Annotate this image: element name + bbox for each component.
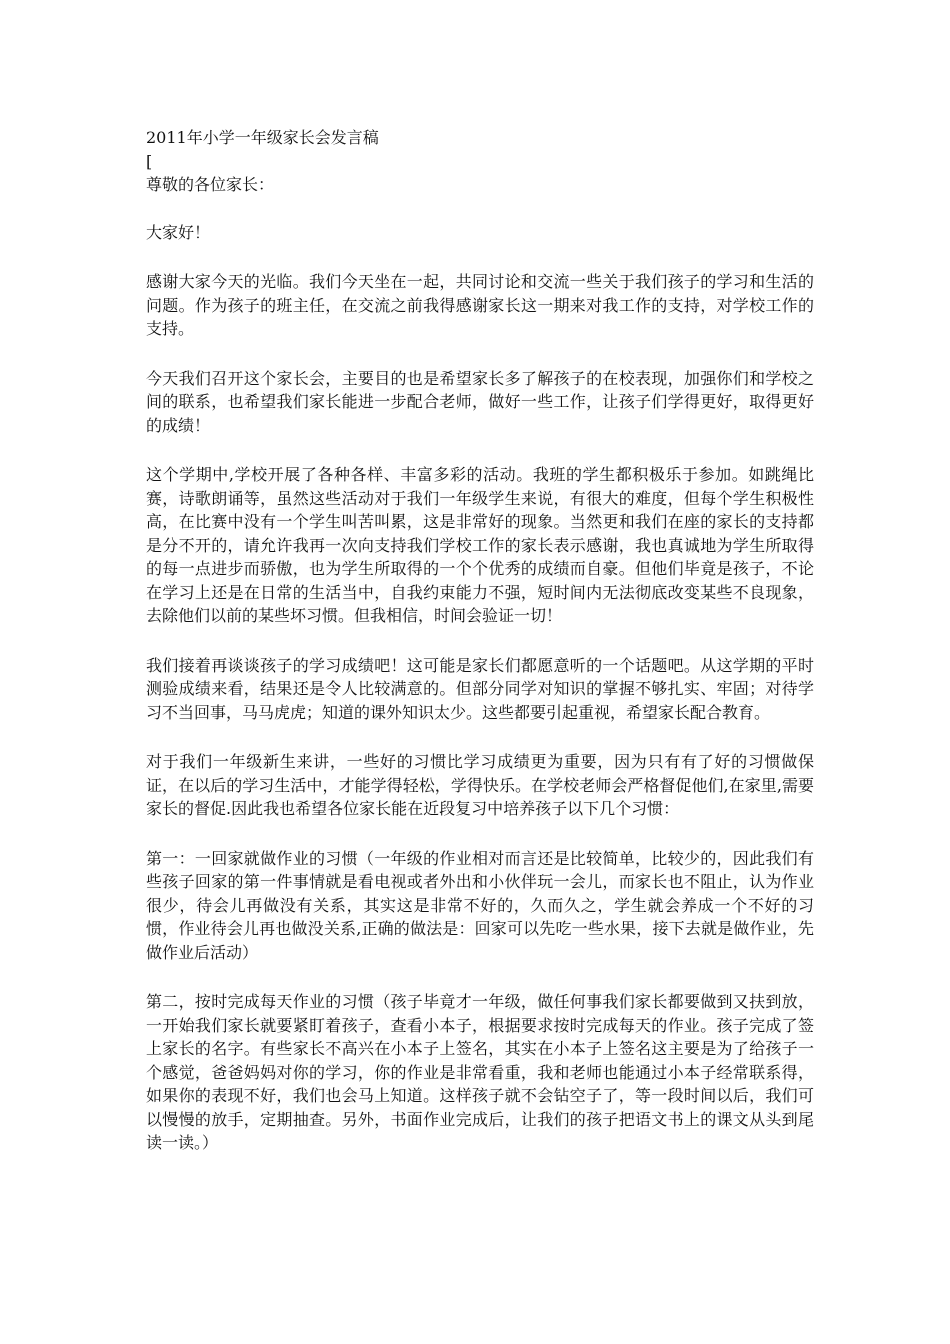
paragraph-thanks: 感谢大家今天的光临。我们今天坐在一起，共同讨论和交流一些关于我们孩子的学习和生活的问题。作为孩子的班主任，在交流之前我得感谢家长这一期来对我工作的支持，对学校工作的支持。: [146, 272, 814, 338]
spacer: [146, 821, 814, 847]
paragraph-habit-two: 第二，按时完成每天作业的习惯（孩子毕竟才一年级，做任何事我们家长都要做到又扶到放，一开始我们家长就要紧盯着孩子，查看小本子，根据要求按时完成每天的作业。孩子完成了签上家长的名字。有些家长不高兴在小本子上签名，其实在小本子上签名这主要是为了给孩子一个感觉，爸爸妈妈对你的学习，你的作业是非常看重，我和老师也能通过小本子经常联系得，如果你的表现不好，我们也会马上知道。这样孩子就不会钻空子了，等一段时间以后，我们可以慢慢的放手，定期抽查。另外，书面作业完成后，让我们的孩子把语文书上的课文从头到尾读一读。）: [146, 992, 814, 1152]
paragraph-habits: 对于我们一年级新生来讲，一些好的习惯比学习成绩更为重要，因为只有有了好的习惯做保证，在以后的学习生活中，才能学得轻松，学得快乐。在学校老师会严格督促他们,在家里,需要家长的督促.因此我也希望各位家长能在近段复习中培养孩子以下几个习惯：: [146, 752, 814, 818]
spacer: [146, 244, 814, 270]
greeting: 大家好！: [146, 222, 211, 242]
spacer: [146, 964, 814, 990]
paragraph-meeting-purpose: 今天我们召开这个家长会，主要目的也是希望家长多了解孩子的在校表现，加强你们和学校之间的联系，也希望我们家长能进一步配合老师，做好一些工作，让孩子们学得更好，取得更好的成绩！: [146, 368, 814, 435]
salutation: 尊敬的各位家长：: [146, 175, 275, 194]
spacer: [146, 628, 814, 654]
document-page: [146, 126, 814, 1155]
spacer: [146, 437, 814, 463]
document-title: 2011年小学一年级家长会发言稿: [146, 128, 379, 147]
paragraph-grades: 我们接着再谈谈孩子的学习成绩吧！这可能是家长们都愿意听的一个话题吧。从这学期的平时测验成绩来看，结果还是令人比较满意的。但部分同学对知识的掌握不够扎实、牢固；对待学习不当回事，马马虎虎；知道的课外知识太少。这些都要引起重视，希望家长配合教育。: [146, 655, 814, 722]
spacer: [146, 724, 814, 750]
paragraph-habit-one: 第一：一回家就做作业的习惯（一年级的作业相对而言还是比较简单，比较少的，因此我们有些孩子回家的第一件事情就是看电视或者外出和小伙伴玩一会儿，而家长也不阻止，认为作业很少，待会儿再做没有关系，其实这是非常不好的，久而久之，学生就会养成一个不好的习惯，作业待会儿再也做没关系,正确的做法是：回家可以先吃一些水果，接下去就是做作业，先做作业后活动）: [146, 848, 814, 962]
spacer: [146, 197, 814, 221]
bracket-mark: [: [146, 151, 153, 171]
paragraph-activities: 这个学期中,学校开展了各种各样、丰富多彩的活动。我班的学生都积极乐于参加。如跳绳比赛，诗歌朗诵等，虽然这些活动对于我们一年级学生来说，有很大的难度，但每个学生积极性高，在比赛中没有一个学生叫苦叫累，这是非常好的现象。当然更和我们在座的家长的支持都是分不开的，请允许我再一次向支持我们学校工作的家长表示感谢，我也真诚地为学生所取得的每一点进步而骄傲，也为学生所取得的一个个优秀的成绩而自豪。但他们毕竟是孩子，不论在学习上还是在日常的生活当中，自我约束能力不强，短时间内无法彻底改变某些不良现象，去除他们以前的某些坏习惯。但我相信，时间会验证一切！: [146, 465, 814, 625]
spacer: [146, 341, 814, 367]
